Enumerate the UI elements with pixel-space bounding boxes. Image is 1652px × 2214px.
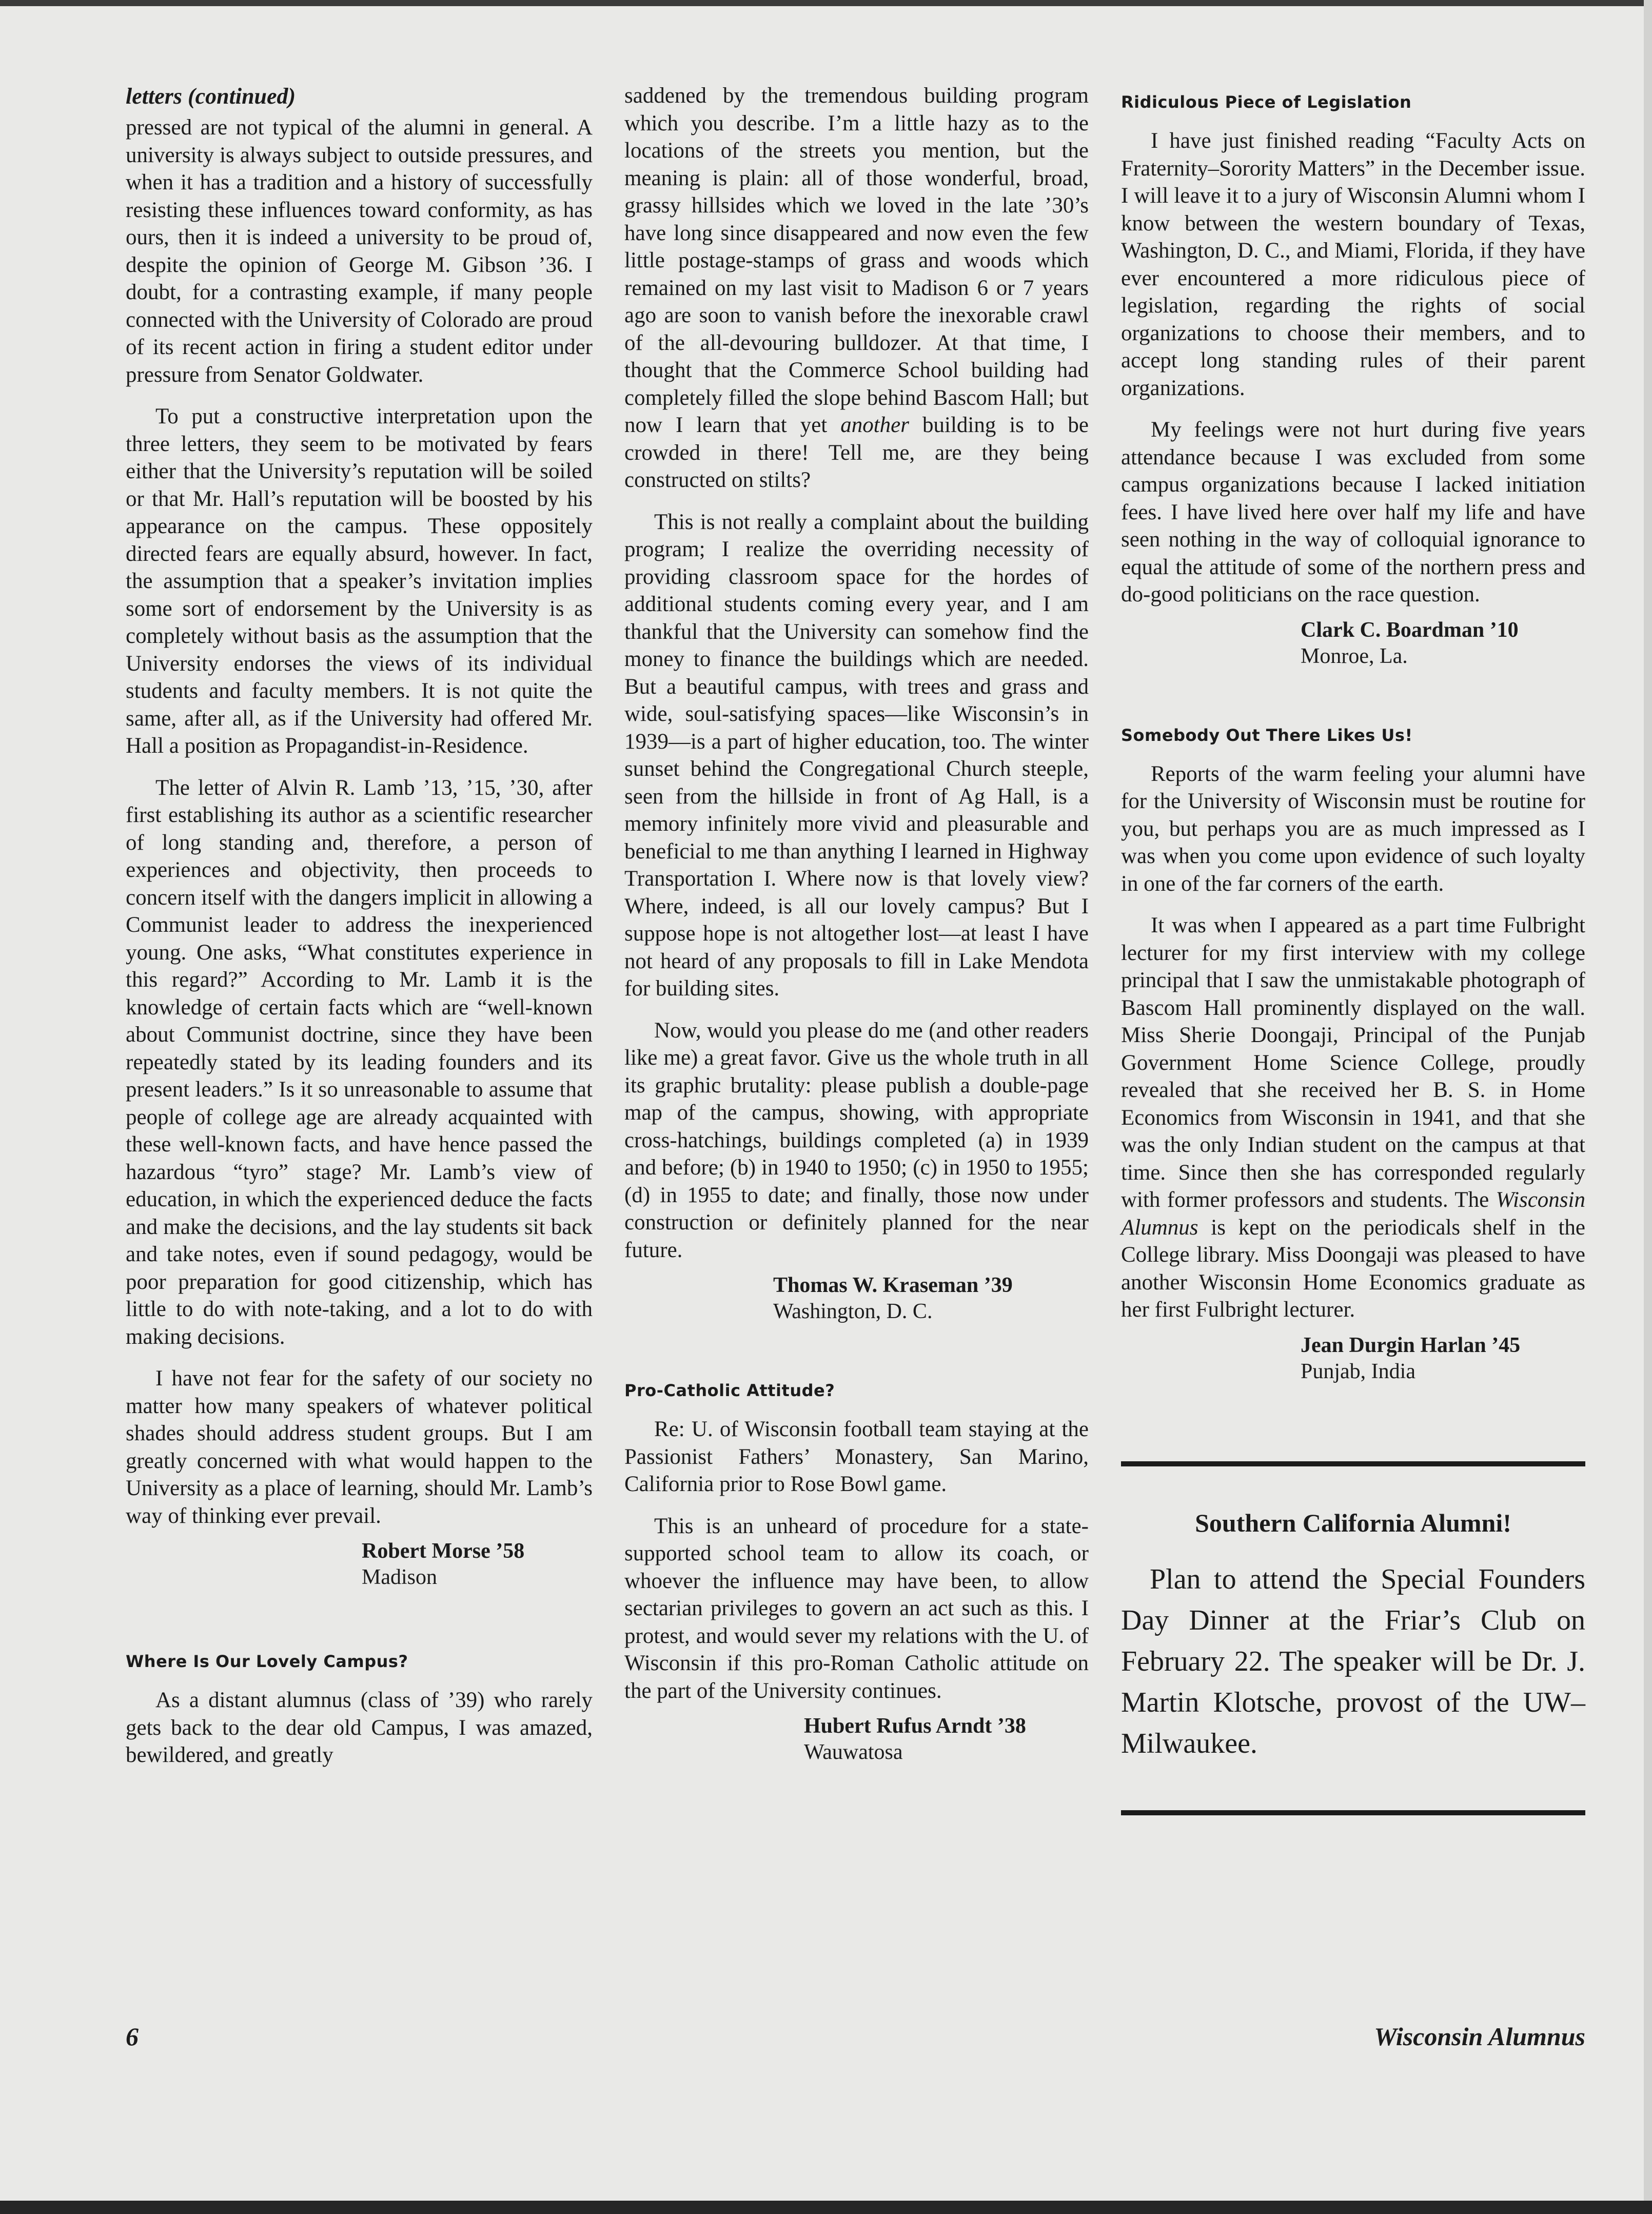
letter-paragraph: As a distant alumnus (class of ’39) who rarely gets back to the dear old Campus, I was amazed, bewildered, and greatly [126, 1688, 593, 1767]
emphasis: Wisconsin Alumnus [1121, 1188, 1585, 1240]
notice-title: Southern California Alumni! [1195, 1508, 1511, 1537]
section-heading: Pro-Catholic Attitude? [624, 1381, 835, 1400]
signature [624, 1713, 1089, 1765]
letter-paragraph: My feelings were not hurt during five years attendance because I was excluded from some campus organizations because I lacked initiation fees. I have lived here over half my life and have seen nothing in the way of colloquial ignorance to equal the attitude of some of the northern press and do-good politicians on the race question. [1121, 418, 1585, 606]
scan-edge-top [0, 0, 1652, 6]
signature-name: Robert Morse ’58 [362, 1539, 525, 1563]
letter-paragraph: Re: U. of Wisconsin football team staying at the Passionist Fathers’ Monastery, San Marino, California prior to Rose Bowl game. [624, 1417, 1089, 1496]
section-heading: Ridiculous Piece of Legislation [1121, 92, 1412, 112]
running-head: letters (continued) [126, 84, 296, 109]
letter-paragraph: The letter of Alvin R. Lamb ’13, ’15, ’30, after first establishing its author as a scientific researcher of long standing and, therefore, a person of experiences and objectivity, then proceeds to concern itself with the dangers implicit in allowing a Communist leader to address the inexperienced young. One asks, “What constitutes experience in this regard?” According to Mr. Lamb it is the knowledge of certain facts which are “well-known about Communist doctrine, since they have been repeatedly stated by its leading founders and its present leaders.” Is it so unreasonable to assume that people of college age are already acquainted with these well-known facts, and have hence passed the hazardous “tyro” stage? Mr. Lamb’s view of education, in which the experienced deduce the facts and make the decisions, and the lay students sit back and take notes, even if sound pedagogy, would be poor preparation for good citizenship, which has little to do with note-taking, and a lot to do with making decisions. [126, 775, 593, 1349]
column-left [126, 82, 593, 1769]
letter-paragraph: I have just finished reading “Faculty Acts on Fraternity–Sorority Matters” in the December issue. I will leave it to a jury of Wisconsin Alumni whom I know between the western boundary of Texas, Washington, D. C., and Miami, Florida, if they have ever encountered a more ridiculous piece of legislation, regarding the rights of social organizations to choose their members, and to accept long standing rules of their parent organizations. [1121, 129, 1585, 400]
signature-place: Wauwatosa [804, 1740, 903, 1764]
letter-paragraph: This is an unheard of procedure for a state-supported school team to allow its coach, or whoever the influence may have been, to allow sectarian privileges to govern an act such as this. I protest, and would sever my relations with the U. of Wisconsin if this pro-Roman Catholic attitude on the part of the University continues. [624, 1514, 1089, 1703]
column-middle [624, 82, 1089, 1765]
signature-name: Clark C. Boardman ’10 [1301, 618, 1519, 642]
signature-name: Hubert Rufus Arndt ’38 [804, 1714, 1026, 1738]
scan-edge-right [1644, 0, 1652, 2214]
letter-paragraph: It was when I appeared as a part time Fulbright lecturer for my first interview with my college principal that I saw the unmistakable photograph of Bascom Hall prominently displayed on the wall. Miss Sherie Doongaji, Principal of the Punjab Government Home Science College, proudly revealed that she received her B. S. in Home Economics from Wisconsin in 1941, and that she was the only Indian student on the campus at that time. Since then she has corresponded regularly with former professors and students. The Wisconsin Alumnus is kept on the periodicals shelf in the College library. Miss Doongaji was pleased to have another Wisconsin Home Economics graduate as her first Fulbright lecturer. [1121, 913, 1585, 1322]
page-number: 6 [126, 2022, 139, 2051]
signature-place: Monroe, La. [1301, 644, 1408, 668]
section-heading: Where Is Our Lovely Campus? [126, 1652, 408, 1671]
letter-paragraph: pressed are not typical of the alumni in general. A university is always subject to outside pressures, and when it has a tradition and a history of successfully resisting these influences toward conformity, as has ours, then it is indeed a university to be proud of, despite the opinion of George M. Gibson ’36. I doubt, for a contrasting example, if many people connected with the University of Colorado are proud of its recent action in firing a student editor under pressure from Senator Goldwater. [126, 115, 593, 387]
letter-paragraph: Now, would you please do me (and other readers like me) a great favor. Give us the whole truth in all its graphic brutality: please publish a double-page map of the campus, showing, with appropriate cross-hatchings, buildings completed (a) in 1939 and before; (b) in 1940 to 1950; (c) in 1950 to 1955; (d) in 1955 to date; and finally, those now under construction or definitely planned for the near future. [624, 1018, 1089, 1262]
scan-edge-bottom [0, 2201, 1652, 2214]
signature-name: Thomas W. Kraseman ’39 [773, 1273, 1013, 1297]
column-right [1121, 82, 1585, 1815]
letter-paragraph: This is not really a complaint about the building program; I realize the overriding necessity of providing classroom space for the hordes of additional students coming every year, and I am thankful that the University can somehow find the money to finance the buildings which are needed. But a beautiful campus, with trees and grass and wide, soul-satisfying spaces—like Wisconsin’s in 1939—is a part of higher education, too. The winter sunset behind the Congregational Church steeple, seen from the hillside in front of Ag Hall, is a memory infinitely more vivid and pleasurable and beneficial to me than anything I learned in Highway Transportation I. Where now is that lovely view? Where, indeed, is all our lovely campus? But I suppose hope is not altogether lost—at least I have not heard of any proposals to fill in Lake Mendota for building sites. [624, 510, 1089, 1001]
signature [1121, 1332, 1585, 1384]
notice-bottom-rule [1121, 1810, 1585, 1815]
signature-place: Punjab, India [1301, 1359, 1415, 1383]
signature-name: Jean Durgin Harlan ’45 [1301, 1333, 1521, 1357]
notice-body: Plan to attend the Special Founders Day Dinner at the Friar’s Club on February 22. The speaker will be Dr. J. Martin Klotsche, provost of the UW–Milwaukee. [1121, 1563, 1585, 1759]
signature [126, 1538, 593, 1590]
letter-paragraph: To put a constructive interpretation upon the three letters, they seem to be motivated by fears either that the University’s reputation will be soiled or that Mr. Hall’s reputation will be boosted by his appearance on the campus. These oppositely directed fears are equally absurd, however. In fact, the assumption that a speaker’s invitation implies some sort of endorsement by the University is as completely without basis as the assumption that the University endorses the views of its individual students and faculty members. It is not quite the same, after all, as if the University had offered Mr. Hall a position as Propagandist-in-Residence. [126, 404, 593, 758]
notice-top-rule [1121, 1461, 1585, 1466]
letter-paragraph: saddened by the tremendous building program which you describe. I’m a little hazy as to the locations of the streets you mention, but the meaning is plain: all of those wonderful, broad, grassy hillsides which we loved in the late ’30’s have long since disappeared and now even the few little postage-stamps of grass and woods which remained on my last visit to Madison 6 or 7 years ago are soon to vanish before the inexorable crawl of the all-devouring bulldozer. At that time, I thought that the Commerce School building had completely filled the slope behind Bascom Hall; but now I learn that yet another building is to be crowded in there! Tell me, are they being constructed on stilts? [624, 84, 1089, 492]
letter-paragraph: I have not fear for the safety of our society no matter how many speakers of whatever political shades should address student groups. But I am greatly concerned with what would happen to the University as a place of learning, should Mr. Lamb’s way of thinking ever prevail. [126, 1366, 593, 1528]
emphasis: another [840, 413, 910, 437]
signature [624, 1272, 1089, 1324]
signature-place: Washington, D. C. [773, 1300, 933, 1323]
section-heading: Somebody Out There Likes Us! [1121, 725, 1413, 745]
publication-name: Wisconsin Alumnus [1374, 2022, 1585, 2051]
letter-paragraph: Reports of the warm feeling your alumni have for the University of Wisconsin must be routine for you, but perhaps you are as much impressed as I was when you come upon evidence of such loyalty in one of the far corners of the earth. [1121, 761, 1585, 896]
signature [1121, 617, 1585, 669]
signature-place: Madison [362, 1565, 437, 1589]
